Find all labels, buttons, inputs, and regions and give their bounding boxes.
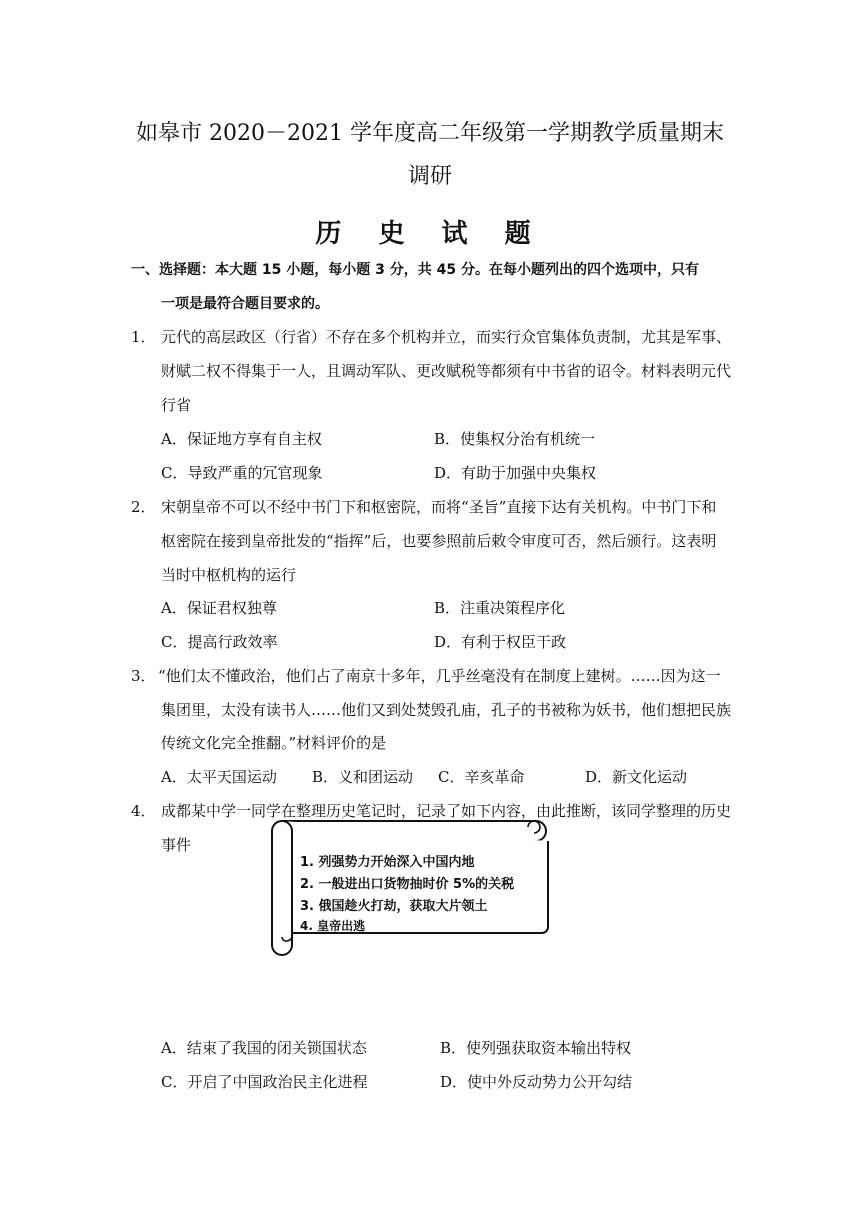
- option-c[interactable]: C．导致严重的冗官现象: [161, 464, 323, 482]
- option-c[interactable]: C．提高行政效率: [161, 633, 278, 651]
- option-d[interactable]: D．使中外反动势力公开勾结: [440, 1073, 633, 1091]
- option-a[interactable]: A．结束了我国的闭关锁国状态: [161, 1039, 367, 1057]
- question-text: 枢密院在接到皇帝批发的“指挥”后，也要参照前后敕令审度可否，然后颁行。这表明: [161, 532, 717, 550]
- scroll-item: 4. 皇帝出逃: [300, 919, 366, 933]
- option-a[interactable]: A．保证地方享有自主权: [161, 430, 322, 448]
- question-number: 2．: [131, 498, 156, 516]
- option-d[interactable]: D．新文化运动: [585, 768, 688, 786]
- option-b[interactable]: B．注重决策程序化: [434, 599, 566, 617]
- question-text: 传统文化完全推翻。”材料评价的是: [161, 734, 387, 752]
- question-number: 3．: [131, 667, 156, 685]
- page-title: 如皋市 2020－2021 学年度高二年级第一学期教学质量期末: [136, 121, 724, 146]
- question-number: 1．: [131, 328, 156, 346]
- question-text: 集团里，太没有读书人……他们又到处焚毁孔庙，孔子的书被称为妖书，他们想把民族: [161, 701, 732, 719]
- option-b[interactable]: B．义和团运动: [312, 768, 414, 786]
- question-text: 当时中枢机构的运行: [161, 566, 297, 584]
- page-title-continued: 调研: [407, 164, 452, 189]
- subject-title: 历 史 试 题: [315, 219, 545, 249]
- question-text: 行省: [161, 396, 192, 414]
- option-b[interactable]: B．使集权分治有机统一: [434, 430, 596, 448]
- option-b[interactable]: B．使列强获取资本输出特权: [440, 1039, 632, 1057]
- scroll-item: 3. 俄国趁火打劫，获取大片领土: [300, 899, 488, 914]
- question-text: 事件: [161, 836, 192, 854]
- option-d[interactable]: D．有利于权臣干政: [434, 633, 567, 651]
- option-d[interactable]: D．有助于加强中央集权: [434, 464, 597, 482]
- question-text: “他们太不懂政治，他们占了南京十多年，几乎丝毫没有在制度上建树。……因为这一: [158, 667, 721, 685]
- option-a[interactable]: A．保证君权独尊: [161, 599, 277, 617]
- option-c[interactable]: C．辛亥革命: [438, 768, 525, 786]
- question-text: 宋朝皇帝不可以不经中书门下和枢密院，而将“圣旨”直接下达有关机构。中书门下和: [161, 498, 717, 516]
- option-a[interactable]: A．太平天国运动: [161, 768, 277, 786]
- option-c[interactable]: C．开启了中国政治民主化进程: [161, 1073, 368, 1091]
- question-number: 4．: [131, 802, 156, 820]
- question-text: 财赋二权不得集于一人，且调动军队、更改赋税等都须有中书省的诏令。材料表明元代: [161, 362, 732, 380]
- section-instruction: 一、选择题：本大题 15 小题，每小题 3 分，共 45 分。在每小题列出的四个选项中，只有: [131, 262, 699, 278]
- scroll-item: 2. 一般进出口货物抽时价 5%的关税: [300, 877, 515, 892]
- section-instruction-continued: 一项是最符合题目要求的。: [161, 296, 329, 312]
- question-text: 成都某中学一同学在整理历史笔记时，记录了如下内容，由此推断，该同学整理的历史: [161, 802, 732, 820]
- scroll-item: 1. 列强势力开始深入中国内地: [300, 855, 475, 870]
- question-text: 元代的高层政区（行省）不存在多个机构并立，而实行众官集体负责制，尤其是军事、: [161, 328, 732, 346]
